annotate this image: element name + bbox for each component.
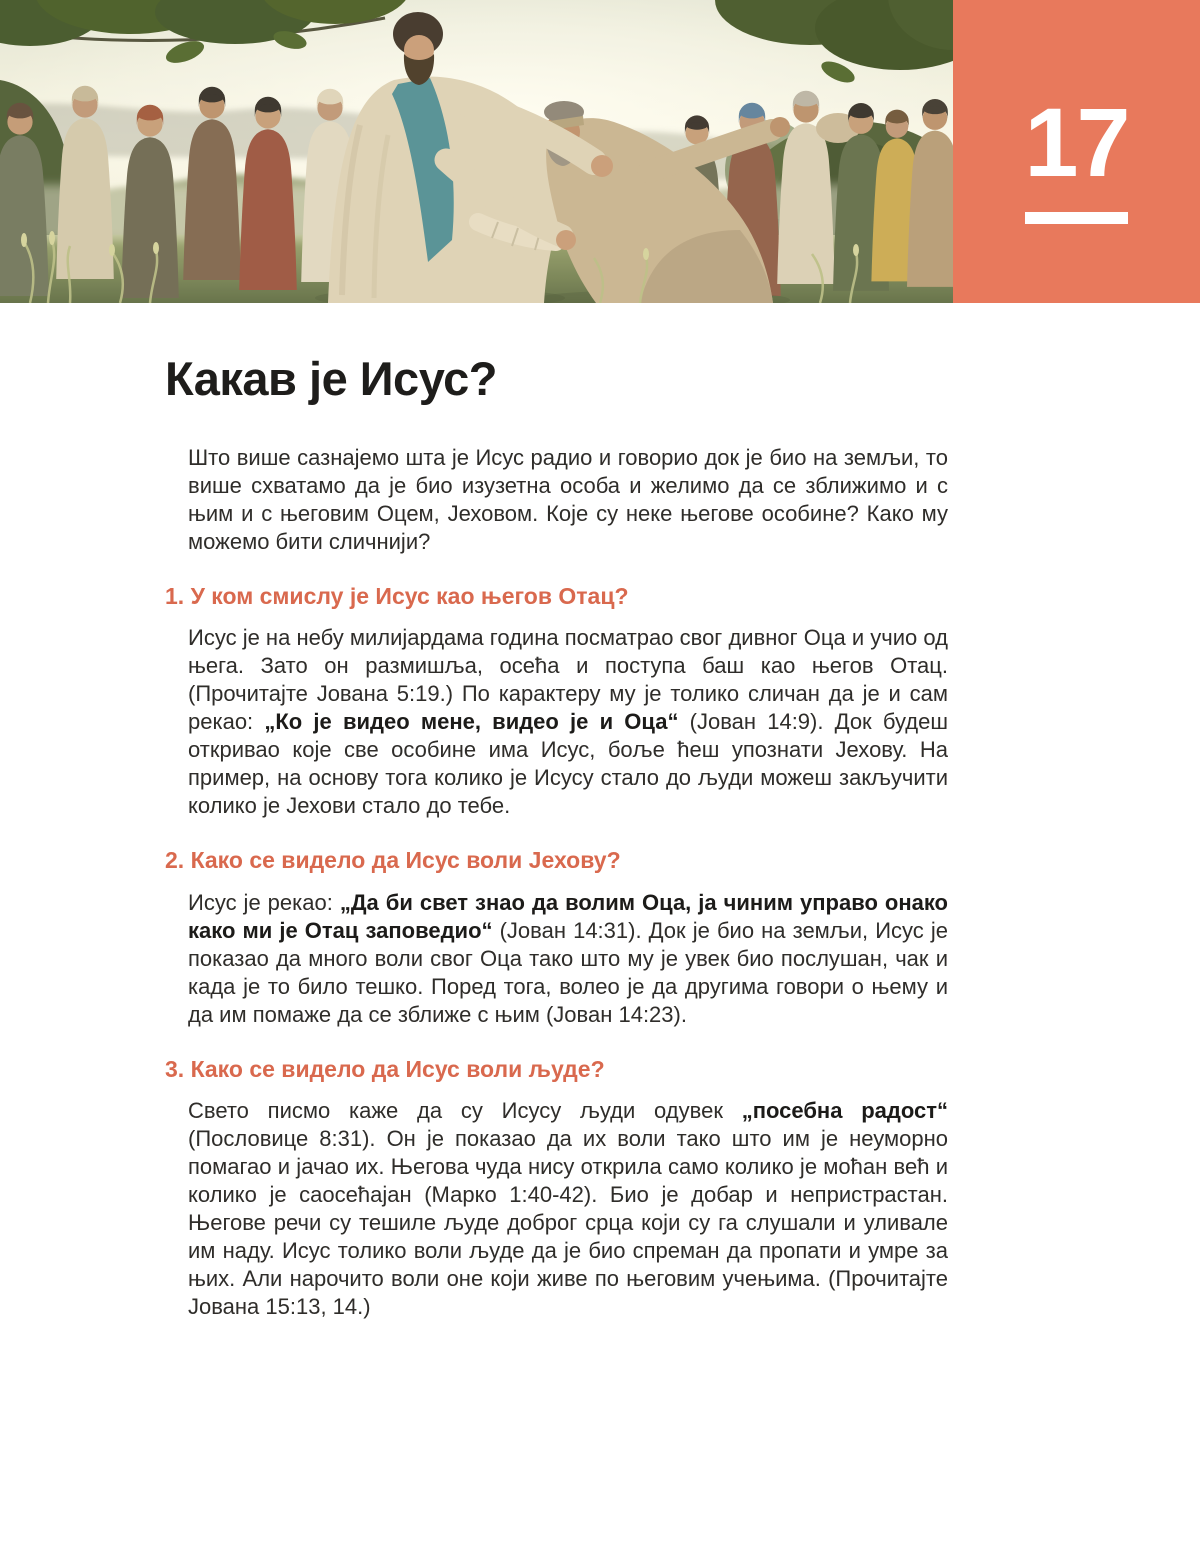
warm-light-overlay <box>0 0 953 303</box>
main-content <box>0 353 1200 1321</box>
page-header <box>0 0 1200 303</box>
section-2-paragraph: Исус је рекао: „Да би свет знао да волим Оца, ја чиним управо онако како ми је Отац заповедио“ (Јован 14:31). Док је био на земљи, Исус је показао да много воли свог Оца тако што му је увек био послушан, чак и када је то било тешко. Поред тога, волео је да другима говори о њему и да им помаже да се зближе с њим (Јован 14:23). <box>188 889 948 1027</box>
section-3-heading: 3. Како се видело да Исус воли људе? <box>165 1055 605 1082</box>
chapter-number-badge <box>953 0 1200 303</box>
section-3-paragraph: Свето писмо каже да су Исусу људи одувек „посебна радост“ (Пословице 8:31). Он је показао да их воли тако што им је неуморно помагао и јачао их. Његова чуда нису открила само колико је моћан већ и колико је саосећајан (Марко 1:40-42). Био је добар и непристрастан. Његове речи су тешиле људе доброг срца који су га слушали и уливале им наду. Исус толико воли људе да је био спреман да пропати и умре за њих. Али нарочито воли оне који живе по његовим учењима. (Прочитајте Јована 15:13, 14.) <box>188 1098 949 1319</box>
section-1-heading: 1. У ком смислу је Исус као његов Отац? <box>165 582 629 609</box>
page-title: Какав је Исус? <box>165 352 498 405</box>
header-photo-illustration <box>0 0 953 303</box>
header-photo <box>0 0 953 303</box>
chapter-underline <box>1025 212 1128 224</box>
intro-paragraph: Што више сазнајемо шта је Исус радио и говорио док је био на земљи, то више схватамо да је био изузетна особа и желимо да се зближимо и с њим и с његовим Оцем, Јеховом. Које су неке његове особине? Како му можемо бити сличнији? <box>188 444 948 554</box>
section-1-paragraph: Исус је на небу милијардама година посматрао свог дивног Оца и учио од њега. Зато он размишља, осећа и поступа баш као његов Отац. (Прочитајте Јована 5:19.) По карактеру му је толико сличан да је и сам рекао: „Ко је видео мене, видео је и Оца“ (Јован 14:9). Док будеш откривао које све особине има Исус, боље ћеш упознати Јехову. На пример, на основу тога колико је Исусу стало до људи можеш закључити колико је Јехови стало до тебе. <box>188 625 948 819</box>
section-2-heading: 2. Како се видело да Исус воли Јехову? <box>165 847 621 874</box>
chapter-number: 17 <box>1024 87 1129 197</box>
